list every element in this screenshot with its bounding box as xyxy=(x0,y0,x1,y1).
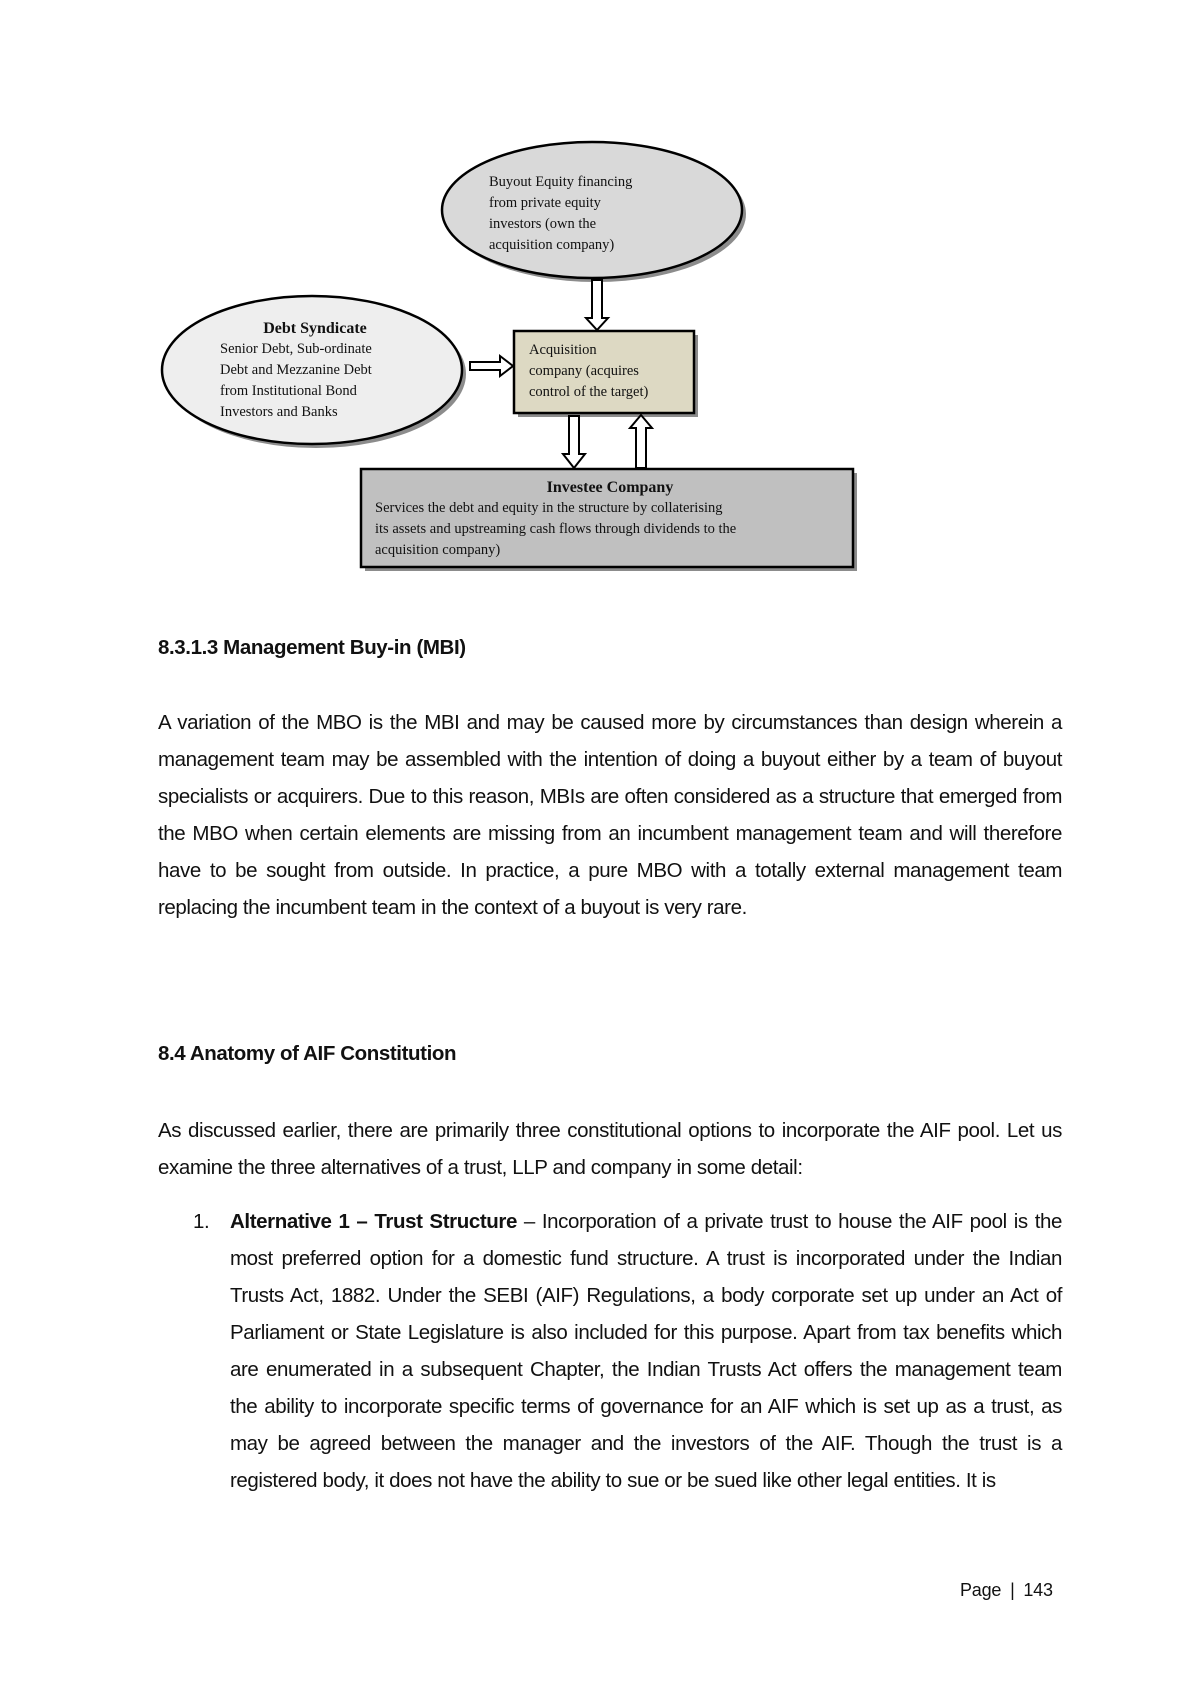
list-item-bold-lead: Alternative 1 – Trust Structure xyxy=(230,1210,517,1233)
list-item-body xyxy=(230,1203,1062,1499)
debt-line: Investors and Banks xyxy=(220,404,338,420)
acquisition-line: Acquisition xyxy=(529,342,597,358)
equity-line: acquisition company) xyxy=(489,237,615,253)
page-separator: | xyxy=(1010,1580,1015,1600)
investee-line: its assets and upstreaming cash flows through dividends to the xyxy=(375,521,737,537)
page-footer xyxy=(960,1580,1053,1601)
investee-line: Services the debt and equity in the structure by collaterising xyxy=(375,500,723,516)
arrow-debt-to-acquisition xyxy=(470,356,513,376)
arrow-investee-to-acquisition xyxy=(630,415,652,468)
debt-line: Senior Debt, Sub-ordinate xyxy=(220,341,372,357)
investee-node-text xyxy=(375,477,845,561)
debt-line: Debt and Mezzanine Debt xyxy=(220,362,372,378)
section-heading-mbi: 8.3.1.3 Management Buy-in (MBI) xyxy=(158,636,466,659)
alternatives-list xyxy=(158,1203,1062,1499)
page-label: Page xyxy=(960,1580,1002,1600)
equity-line: investors (own the xyxy=(489,216,597,232)
paragraph-mbi-text: A variation of the MBO is the MBI and may be caused more by circumstances than design wherein a management team may be assembled with the intention of doing a buyout either by a team of buyout specialists or acquirers. Due to this reason, MBIs are often considered as a structure that emerged from the MBO when certain elements are missing from an incumbent management team and will therefore have to be sought from outside. In practice, a pure MBO with a totally external management team replacing the incumbent team in the context of a buyout is very rare. xyxy=(158,711,1062,919)
list-item xyxy=(158,1203,1062,1499)
paragraph-mbi xyxy=(158,704,1062,926)
acquisition-line: control of the target) xyxy=(529,384,649,400)
paragraph-aif-intro xyxy=(158,1112,1062,1186)
section-heading-aif-constitution: 8.4 Anatomy of AIF Constitution xyxy=(158,1042,457,1065)
list-item-number: 1. xyxy=(193,1210,210,1233)
acquisition-line: company (acquires xyxy=(529,363,639,379)
equity-node-text xyxy=(489,172,632,256)
buyout-structure-diagram xyxy=(0,0,1200,580)
equity-line: from private equity xyxy=(489,195,601,211)
list-item-text: – Incorporation of a private trust to house the AIF pool is the most preferred option for a domestic fund structure. A trust is incorporated under the Indian Trusts Act, 1882. Under the SEBI (AIF) Regulations, a body corporate set up under an Act of Parliament or State Legislature is also included for this purpose. Apart from tax benefits which are enumerated in a subsequent Chapter, the Indian Trusts Act offers the management team the ability to incorporate specific terms of governance for an AIF which is set up as a trust, as may be agreed between the manager and the investors of the AIF. Though the trust is a registered body, it does not have the ability to sue or be sued like other legal entities. It is xyxy=(230,1210,1062,1492)
investee-node-title: Investee Company xyxy=(546,479,674,496)
debt-node-title: Debt Syndicate xyxy=(263,320,367,337)
acquisition-node-text xyxy=(529,340,648,403)
arrow-acquisition-to-investee xyxy=(563,416,585,468)
arrow-equity-to-acquisition xyxy=(586,280,608,330)
debt-line: from Institutional Bond xyxy=(220,383,357,399)
equity-line: Buyout Equity financing xyxy=(489,174,633,190)
paragraph-aif-intro-text: As discussed earlier, there are primarily three constitutional options to incorporate the AIF pool. Let us examine the three alternatives of a trust, LLP and company in some detail: xyxy=(158,1119,1062,1179)
investee-line: acquisition company) xyxy=(375,542,501,558)
page-number: 143 xyxy=(1023,1580,1053,1600)
debt-node-text xyxy=(220,318,410,423)
